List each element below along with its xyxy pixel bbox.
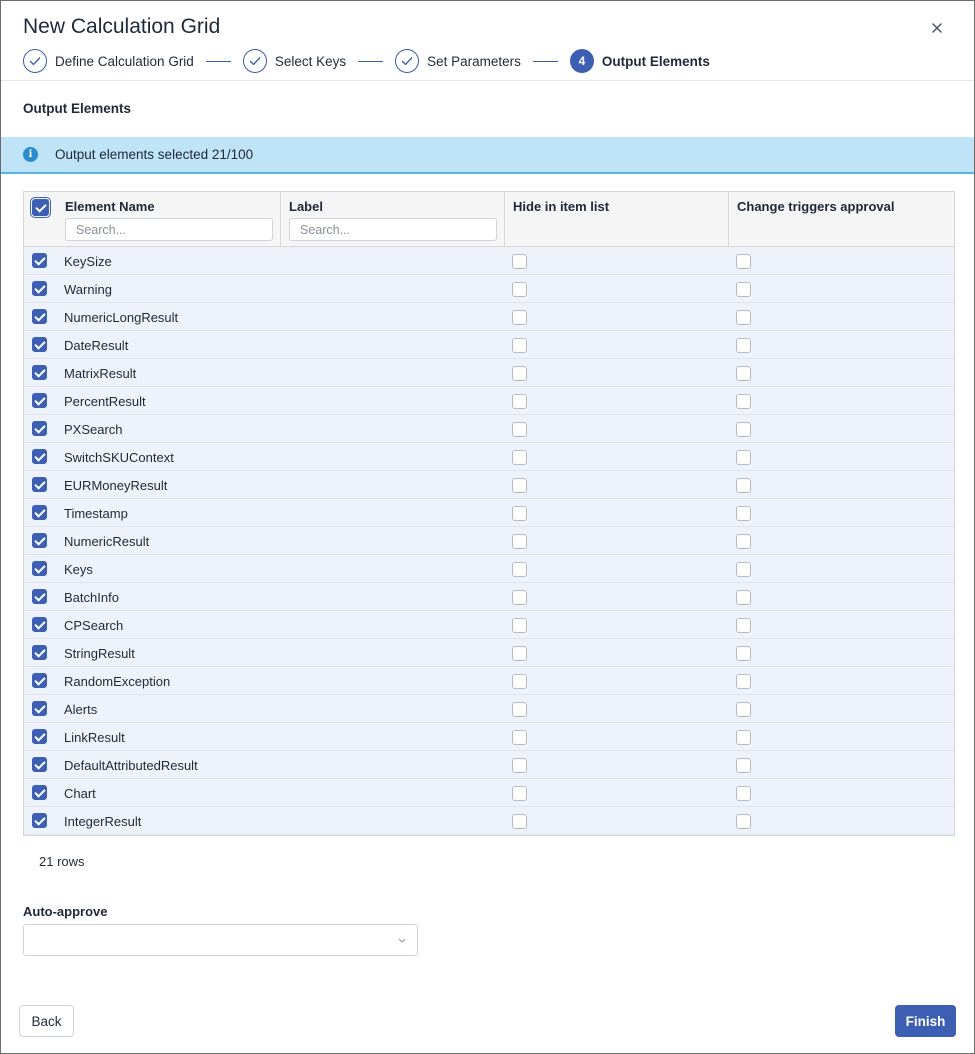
step-number-badge: 4 <box>570 49 594 73</box>
change-triggers-approval-checkbox[interactable] <box>736 366 751 381</box>
close-icon <box>932 23 942 33</box>
table-row[interactable] <box>24 387 954 415</box>
row-select-checkbox[interactable] <box>32 309 47 324</box>
row-select-checkbox[interactable] <box>32 365 47 380</box>
change-triggers-approval-checkbox[interactable] <box>736 282 751 297</box>
hide-in-item-list-checkbox[interactable] <box>512 618 527 633</box>
change-triggers-approval-checkbox[interactable] <box>736 506 751 521</box>
step-complete-check-icon <box>243 49 267 73</box>
column-header-change-triggers-approval: Change triggers approval <box>737 199 895 214</box>
step-label: Select Keys <box>274 53 347 69</box>
element-name: LinkResult <box>64 730 125 745</box>
row-select-checkbox[interactable] <box>32 449 47 464</box>
header-change-triggers-approval <box>729 192 954 246</box>
hide-in-item-list-checkbox[interactable] <box>512 758 527 773</box>
table-row[interactable] <box>24 527 954 555</box>
chevron-down-icon <box>397 935 407 945</box>
column-header-hide-in-item-list: Hide in item list <box>513 199 610 214</box>
change-triggers-approval-checkbox[interactable] <box>736 338 751 353</box>
change-triggers-approval-checkbox[interactable] <box>736 814 751 829</box>
step-connector <box>533 61 558 62</box>
row-select-checkbox[interactable] <box>32 645 47 660</box>
step-complete-check-icon <box>23 49 47 73</box>
element-name: PXSearch <box>64 422 123 437</box>
wizard-stepper <box>23 48 710 74</box>
change-triggers-approval-checkbox[interactable] <box>736 646 751 661</box>
table-row[interactable] <box>24 247 954 275</box>
change-triggers-approval-checkbox[interactable] <box>736 422 751 437</box>
element-name: Alerts <box>64 702 98 717</box>
table-row[interactable] <box>24 723 954 751</box>
element-name: Chart <box>64 786 96 801</box>
element-name: DateResult <box>64 338 129 353</box>
label-search-input[interactable] <box>289 218 497 241</box>
change-triggers-approval-checkbox[interactable] <box>736 394 751 409</box>
info-text: Output elements selected 21/100 <box>55 147 254 162</box>
hide-in-item-list-checkbox[interactable] <box>512 786 527 801</box>
change-triggers-approval-checkbox[interactable] <box>736 534 751 549</box>
change-triggers-approval-checkbox[interactable] <box>736 786 751 801</box>
hide-in-item-list-checkbox[interactable] <box>512 534 527 549</box>
hide-in-item-list-checkbox[interactable] <box>512 562 527 577</box>
hide-in-item-list-checkbox[interactable] <box>512 730 527 745</box>
element-name: BatchInfo <box>64 590 119 605</box>
change-triggers-approval-checkbox[interactable] <box>736 562 751 577</box>
hide-in-item-list-checkbox[interactable] <box>512 394 527 409</box>
row-select-checkbox[interactable] <box>32 253 47 268</box>
step-select-keys[interactable] <box>243 49 346 73</box>
grid-header <box>24 192 954 247</box>
row-select-checkbox[interactable] <box>32 701 47 716</box>
row-select-checkbox[interactable] <box>32 757 47 772</box>
table-row[interactable] <box>24 499 954 527</box>
grid-rows <box>24 247 954 835</box>
change-triggers-approval-checkbox[interactable] <box>736 674 751 689</box>
auto-approve-label: Auto-approve <box>23 904 108 919</box>
step-define-calculation-grid[interactable] <box>23 49 194 73</box>
hide-in-item-list-checkbox[interactable] <box>512 814 527 829</box>
hide-in-item-list-checkbox[interactable] <box>512 506 527 521</box>
row-select-checkbox[interactable] <box>32 393 47 408</box>
element-name: EURMoneyResult <box>64 478 168 493</box>
row-count: 21 rows <box>39 854 85 869</box>
table-row[interactable] <box>24 751 954 779</box>
change-triggers-approval-checkbox[interactable] <box>736 254 751 269</box>
element-name: StringResult <box>64 646 135 661</box>
column-header-label: Label <box>289 199 323 214</box>
table-row[interactable] <box>24 331 954 359</box>
output-elements-grid <box>23 191 955 836</box>
element-name: CPSearch <box>64 618 124 633</box>
change-triggers-approval-checkbox[interactable] <box>736 590 751 605</box>
element-name: SwitchSKUContext <box>64 450 174 465</box>
change-triggers-approval-checkbox[interactable] <box>736 730 751 745</box>
step-label: Output Elements <box>601 53 710 69</box>
hide-in-item-list-checkbox[interactable] <box>512 422 527 437</box>
hide-in-item-list-checkbox[interactable] <box>512 674 527 689</box>
element-name: Warning <box>64 282 112 297</box>
element-name: Keys <box>64 562 93 577</box>
step-set-parameters[interactable] <box>395 49 521 73</box>
row-select-checkbox[interactable] <box>32 337 47 352</box>
table-row[interactable] <box>24 471 954 499</box>
step-output-elements[interactable] <box>570 49 710 73</box>
element-name: DefaultAttributedResult <box>64 758 198 773</box>
element-name: PercentResult <box>64 394 146 409</box>
close-button[interactable] <box>926 17 948 39</box>
step-label: Set Parameters <box>427 53 521 69</box>
hide-in-item-list-checkbox[interactable] <box>512 282 527 297</box>
table-row[interactable] <box>24 583 954 611</box>
hide-in-item-list-checkbox[interactable] <box>512 366 527 381</box>
row-select-checkbox[interactable] <box>32 421 47 436</box>
row-select-checkbox[interactable] <box>32 729 47 744</box>
finish-button[interactable]: Finish <box>895 1005 956 1037</box>
row-select-checkbox[interactable] <box>32 281 47 296</box>
select-all-checkbox[interactable] <box>32 199 49 216</box>
element-name: KeySize <box>64 254 112 269</box>
hide-in-item-list-checkbox[interactable] <box>512 590 527 605</box>
table-row[interactable] <box>24 555 954 583</box>
change-triggers-approval-checkbox[interactable] <box>736 310 751 325</box>
table-row[interactable] <box>24 667 954 695</box>
section-title: Output Elements <box>23 101 132 116</box>
element-name: Timestamp <box>64 506 128 521</box>
dialog-title: New Calculation Grid <box>23 15 221 38</box>
header-hide-in-item-list <box>505 192 729 246</box>
row-select-checkbox[interactable] <box>32 477 47 492</box>
hide-in-item-list-checkbox[interactable] <box>512 450 527 465</box>
element-name: NumericResult <box>64 534 150 549</box>
change-triggers-approval-checkbox[interactable] <box>736 478 751 493</box>
row-select-checkbox[interactable] <box>32 533 47 548</box>
step-connector <box>206 61 231 62</box>
row-select-checkbox[interactable] <box>32 561 47 576</box>
table-row[interactable] <box>24 779 954 807</box>
element-name: MatrixResult <box>64 366 137 381</box>
info-banner <box>1 137 974 174</box>
table-row[interactable] <box>24 807 954 835</box>
table-row[interactable] <box>24 303 954 331</box>
row-select-checkbox[interactable] <box>32 505 47 520</box>
header-select-cell <box>24 192 58 246</box>
table-row[interactable] <box>24 639 954 667</box>
hide-in-item-list-checkbox[interactable] <box>512 254 527 269</box>
hide-in-item-list-checkbox[interactable] <box>512 338 527 353</box>
row-select-checkbox[interactable] <box>32 673 47 688</box>
header-element-name <box>58 192 281 246</box>
element-name: NumericLongResult <box>64 310 179 325</box>
change-triggers-approval-checkbox[interactable] <box>736 702 751 717</box>
change-triggers-approval-checkbox[interactable] <box>736 758 751 773</box>
table-row[interactable] <box>24 443 954 471</box>
hide-in-item-list-checkbox[interactable] <box>512 646 527 661</box>
table-row[interactable] <box>24 275 954 303</box>
table-row[interactable] <box>24 359 954 387</box>
row-select-checkbox[interactable] <box>32 785 47 800</box>
back-button[interactable]: Back <box>19 1005 74 1037</box>
step-label: Define Calculation Grid <box>55 53 194 69</box>
step-complete-check-icon <box>395 49 419 73</box>
row-select-checkbox[interactable] <box>32 813 47 828</box>
change-triggers-approval-checkbox[interactable] <box>736 450 751 465</box>
column-header-element-name: Element Name <box>65 199 155 214</box>
row-select-checkbox[interactable] <box>32 617 47 632</box>
step-connector <box>358 61 383 62</box>
element-name: RandomException <box>64 674 171 689</box>
table-row[interactable] <box>24 695 954 723</box>
hide-in-item-list-checkbox[interactable] <box>512 310 527 325</box>
auto-approve-select[interactable] <box>23 924 418 956</box>
hide-in-item-list-checkbox[interactable] <box>512 702 527 717</box>
change-triggers-approval-checkbox[interactable] <box>736 618 751 633</box>
element-name: IntegerResult <box>64 814 142 829</box>
table-row[interactable] <box>24 415 954 443</box>
header-divider <box>1 80 974 81</box>
table-row[interactable] <box>24 611 954 639</box>
element-name-search-input[interactable] <box>65 218 273 241</box>
info-icon: i <box>23 147 38 162</box>
hide-in-item-list-checkbox[interactable] <box>512 478 527 493</box>
row-select-checkbox[interactable] <box>32 589 47 604</box>
header-label <box>281 192 505 246</box>
